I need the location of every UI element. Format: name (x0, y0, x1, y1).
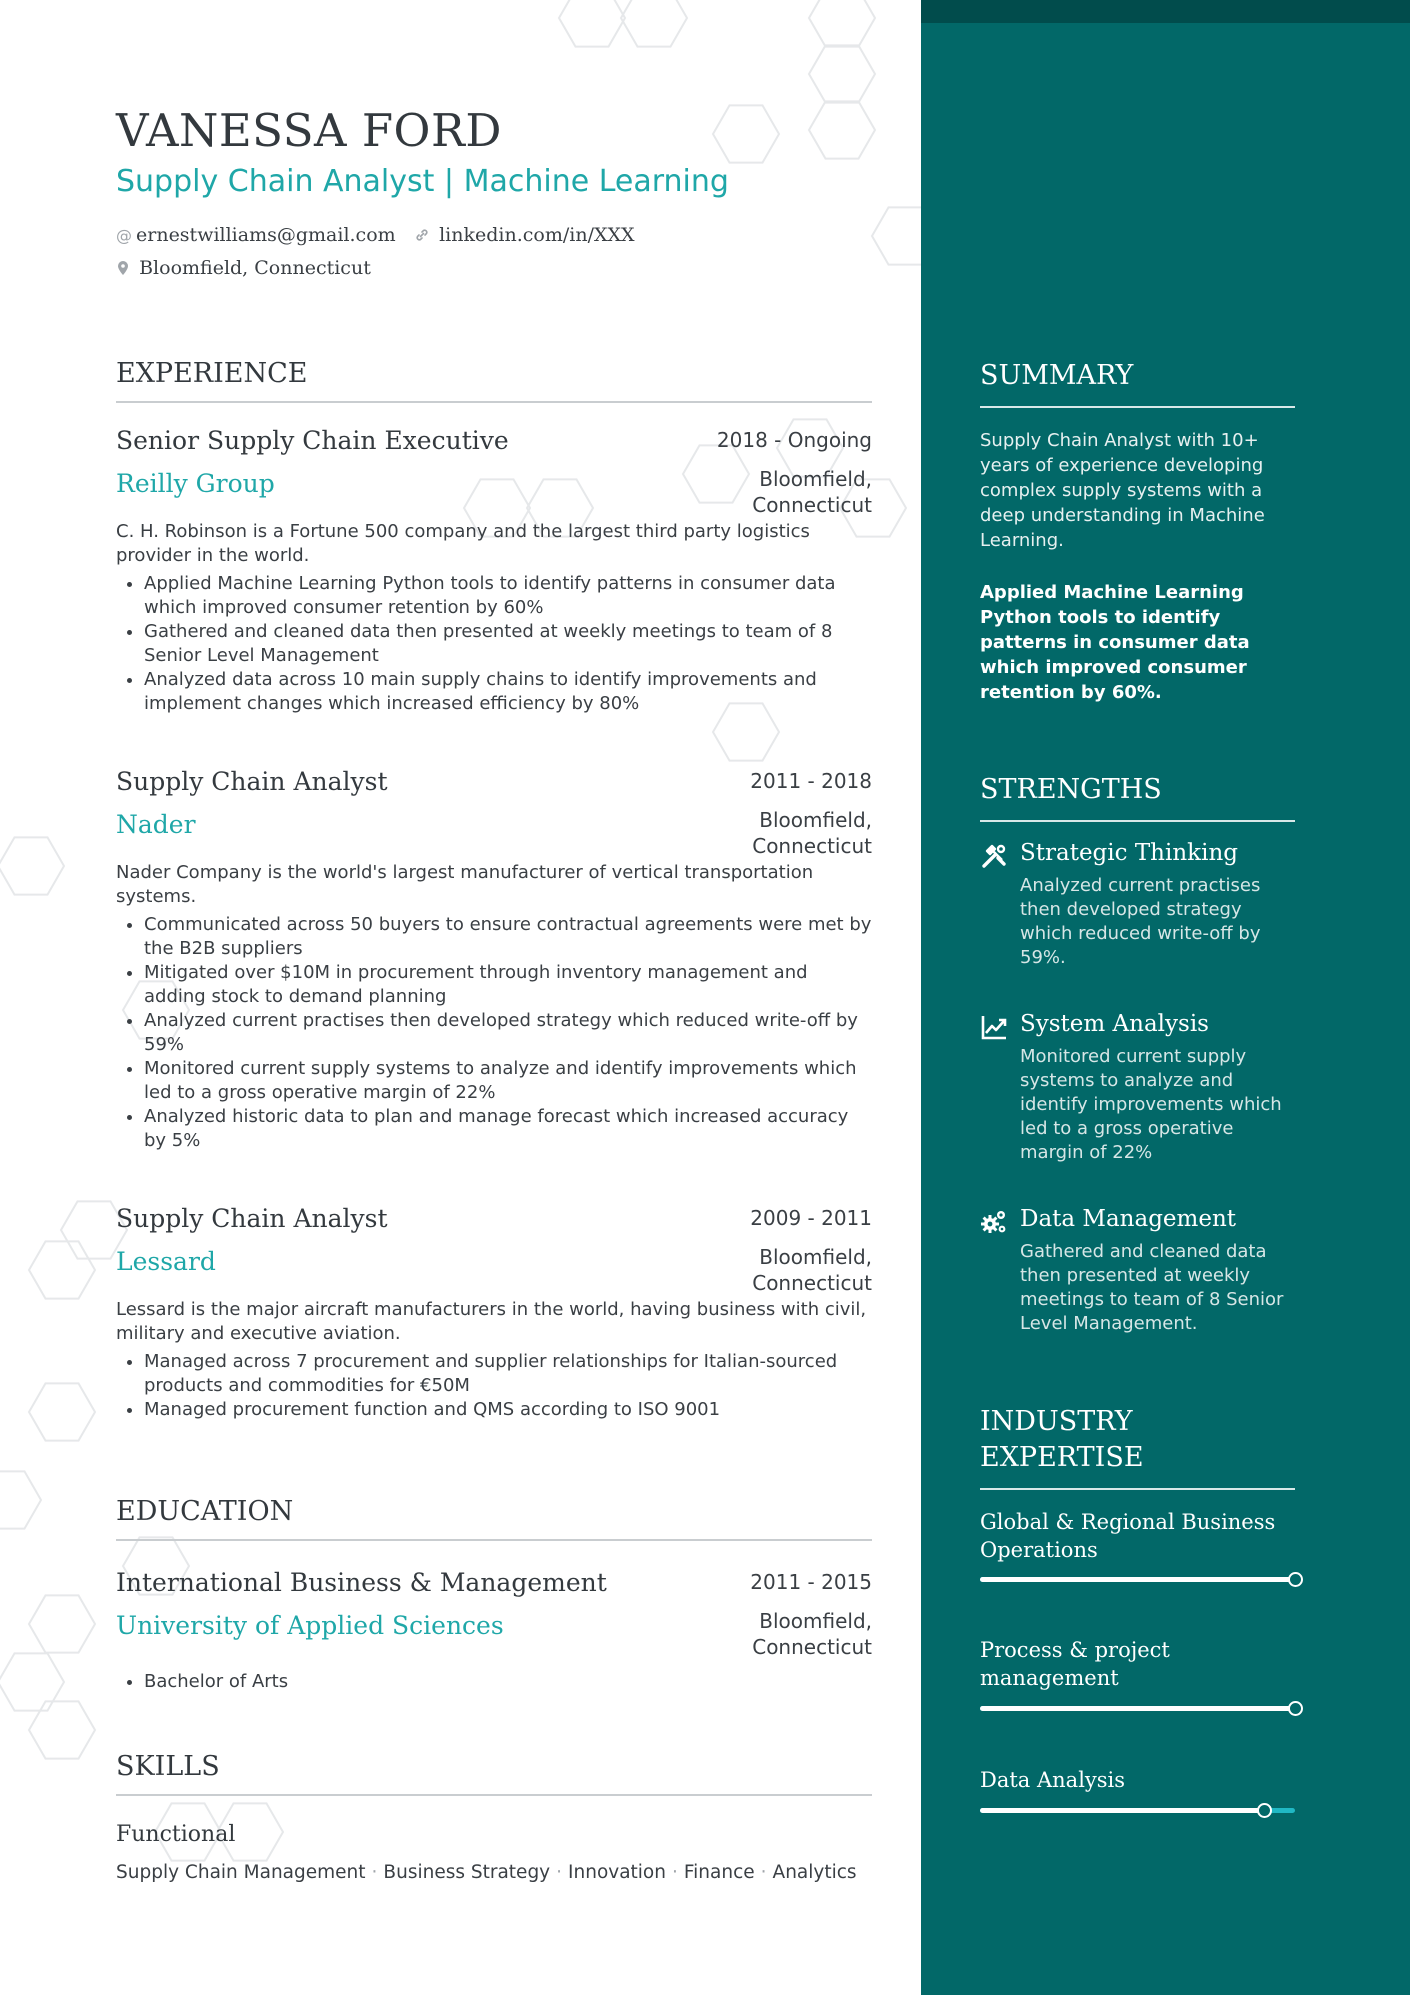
decorative-hexagon (0, 1471, 41, 1528)
education-dates: 2011 - 2015 (750, 1570, 872, 1594)
contact-location (116, 257, 371, 279)
decorative-hexagon (0, 837, 64, 894)
job-location (752, 807, 872, 859)
job-bullet: • Managed across 7 procurement and supplier relationships for Italian-sourced products and commodities for €50M (144, 1350, 872, 1398)
strength-description: Monitored current supply systems to analyze and identify improvements which led to a gross operative margin of 22% (1020, 1046, 1282, 1163)
expertise-bar-knob (1288, 1572, 1303, 1587)
decorative-hexagon (29, 1383, 95, 1440)
decorative-hexagon (621, 0, 687, 47)
skill-item: Finance (683, 1862, 755, 1883)
job-location-line: Bloomfield, (759, 467, 872, 491)
expertise-bar-knob (1257, 1803, 1272, 1818)
summary-text: Supply Chain Analyst with 10+ years of experience developing complex supply systems with a deep understanding in Machine Learning. (980, 430, 1265, 551)
strengths-heading: STRENGTHS (980, 772, 1295, 822)
job-bullets (116, 1350, 872, 1422)
job-bullet: • Monitored current supply systems to analyze and identify improvements which led to a gross operative margin of 22% (144, 1057, 872, 1105)
linkedin-text: linkedin.com/in/XXX (439, 224, 635, 246)
job-location-line: Bloomfield, (759, 808, 872, 832)
job-company: Lessard (116, 1247, 216, 1276)
job-location-line: Connecticut (752, 493, 872, 517)
job-bullet: • Applied Machine Learning Python tools to identify patterns in consumer data which improved consumer retention by 60% (144, 572, 872, 620)
education-bullet: • Bachelor of Arts (144, 1670, 872, 1694)
candidate-title: Supply Chain Analyst | Machine Learning (116, 164, 729, 199)
experience-item (116, 1204, 872, 1422)
job-location-line: Bloomfield, (759, 1245, 872, 1269)
expertise-item (980, 1508, 1295, 1564)
education-school: University of Applied Sciences (116, 1611, 504, 1640)
contact-email[interactable] (116, 224, 396, 246)
industry-expertise-heading-line: EXPERTISE (980, 1442, 1144, 1473)
education-location (752, 1608, 872, 1660)
job-bullets (116, 572, 872, 716)
link-icon (414, 226, 435, 245)
expertise-label-line: Global & Regional Business (980, 1510, 1276, 1534)
expertise-bar-fill (980, 1577, 1295, 1582)
decorative-hexagon (29, 1701, 95, 1758)
strength-title: Data Management (1020, 1206, 1237, 1232)
education-bullets (116, 1670, 872, 1694)
job-role: Supply Chain Analyst (116, 1204, 388, 1233)
gears-icon (980, 1208, 1008, 1236)
job-dates: 2011 - 2018 (750, 769, 872, 793)
decorative-hexagon (809, 45, 875, 102)
expertise-label (980, 1508, 1295, 1564)
expertise-label-line: Operations (980, 1538, 1098, 1562)
expertise-item (980, 1636, 1295, 1692)
decorative-hexagon (29, 1241, 95, 1298)
skills-heading: SKILLS (116, 1751, 872, 1796)
job-dates: 2018 - Ongoing (716, 428, 872, 452)
contact-linkedin[interactable] (414, 224, 635, 246)
summary-highlight: Applied Machine Learning Python tools to identify patterns in consumer data which improved consumer retention by 60%. (980, 582, 1250, 703)
job-bullet: • Managed procurement function and QMS according to ISO 9001 (144, 1398, 872, 1422)
skills-subheading: Functional (116, 1822, 236, 1847)
sidebar-top-band (921, 0, 1410, 23)
job-company: Reilly Group (116, 469, 275, 498)
job-description: Lessard is the major aircraft manufacturers in the world, having business with civil, military and executive aviation. (116, 1299, 867, 1344)
job-role: Senior Supply Chain Executive (116, 426, 509, 455)
job-location (752, 466, 872, 518)
chart-line-icon (980, 1013, 1008, 1041)
education-location-line: Connecticut (752, 1635, 872, 1659)
expertise-bar (980, 1577, 1295, 1582)
job-description: Nader Company is the world's largest manufacturer of vertical transportation systems. (116, 862, 814, 907)
expertise-label-line: management (980, 1666, 1119, 1690)
candidate-name: VANESSA FORD (116, 104, 502, 157)
expertise-item (980, 1766, 1295, 1794)
industry-expertise-heading (980, 1404, 1295, 1490)
job-location (752, 1244, 872, 1296)
location-text: Bloomfield, Connecticut (139, 257, 371, 279)
separator-dot: · (671, 1862, 678, 1883)
strength-title: System Analysis (1020, 1011, 1209, 1037)
location-pin-icon (116, 259, 135, 278)
job-bullet: • Gathered and cleaned data then presented at weekly meetings to team of 8 Senior Level Management (144, 620, 872, 668)
separator-dot: · (371, 1862, 378, 1883)
decorative-hexagon (29, 1595, 95, 1652)
job-bullet: • Mitigated over $10M in procurement through inventory management and adding stock to demand planning (144, 961, 872, 1009)
skill-item: Supply Chain Management (116, 1862, 366, 1883)
experience-item (116, 426, 872, 716)
job-description: C. H. Robinson is a Fortune 500 company and the largest third party logistics provider in the world. (116, 521, 810, 566)
decorative-hexagon (559, 0, 625, 47)
education-heading: EDUCATION (116, 1496, 872, 1541)
job-company: Nader (116, 810, 196, 839)
education-location-line: Bloomfield, (759, 1609, 872, 1633)
job-bullets (116, 913, 872, 1153)
job-bullet: • Analyzed historic data to plan and manage forecast which increased accuracy by 5% (144, 1105, 872, 1153)
expertise-bar (980, 1808, 1295, 1813)
expertise-bar-knob (1288, 1701, 1303, 1716)
job-dates: 2009 - 2011 (750, 1206, 872, 1230)
separator-dot: · (556, 1862, 563, 1883)
skill-item: Innovation (568, 1862, 666, 1883)
skills-list (116, 1862, 857, 1883)
job-role: Supply Chain Analyst (116, 767, 388, 796)
decorative-hexagon (0, 1653, 64, 1710)
expertise-label-line: Process & project (980, 1638, 1170, 1662)
expertise-bar-fill (980, 1706, 1295, 1711)
skill-item: Analytics (772, 1862, 857, 1883)
job-location-line: Connecticut (752, 1271, 872, 1295)
separator-dot: · (760, 1862, 767, 1883)
job-bullet: • Analyzed data across 10 main supply chains to identify improvements and implement changes which increased efficiency by 80% (144, 668, 872, 716)
tools-icon (980, 842, 1008, 870)
industry-expertise-heading-line: INDUSTRY (980, 1406, 1133, 1437)
strength-title: Strategic Thinking (1020, 840, 1238, 866)
job-location-line: Connecticut (752, 834, 872, 858)
job-bullet: • Communicated across 50 buyers to ensure contractual agreements were met by the B2B suppliers (144, 913, 872, 961)
expertise-label (980, 1636, 1295, 1692)
experience-heading: EXPERIENCE (116, 358, 872, 403)
summary-heading: SUMMARY (980, 358, 1295, 408)
decorative-hexagon (809, 0, 875, 47)
at-icon: @ (116, 226, 132, 245)
sidebar-panel (921, 0, 1410, 1995)
strength-description: Analyzed current practises then developed strategy which reduced write-off by 59%. (1020, 875, 1261, 968)
decorative-hexagon (713, 105, 779, 162)
email-text: ernestwilliams@gmail.com (136, 224, 396, 246)
education-degree: International Business & Management (116, 1568, 607, 1597)
decorative-hexagon (872, 207, 921, 264)
strength-description: Gathered and cleaned data then presented at weekly meetings to team of 8 Senior Level Management. (1020, 1241, 1284, 1334)
decorative-hexagon (809, 101, 875, 158)
experience-item (116, 767, 872, 1153)
job-bullet: • Analyzed current practises then developed strategy which reduced write-off by 59% (144, 1009, 872, 1057)
education-item (116, 1568, 872, 1694)
expertise-label: Data Analysis (980, 1768, 1126, 1792)
expertise-bar-fill (980, 1808, 1264, 1813)
expertise-bar (980, 1706, 1295, 1711)
skill-item: Business Strategy (383, 1862, 551, 1883)
